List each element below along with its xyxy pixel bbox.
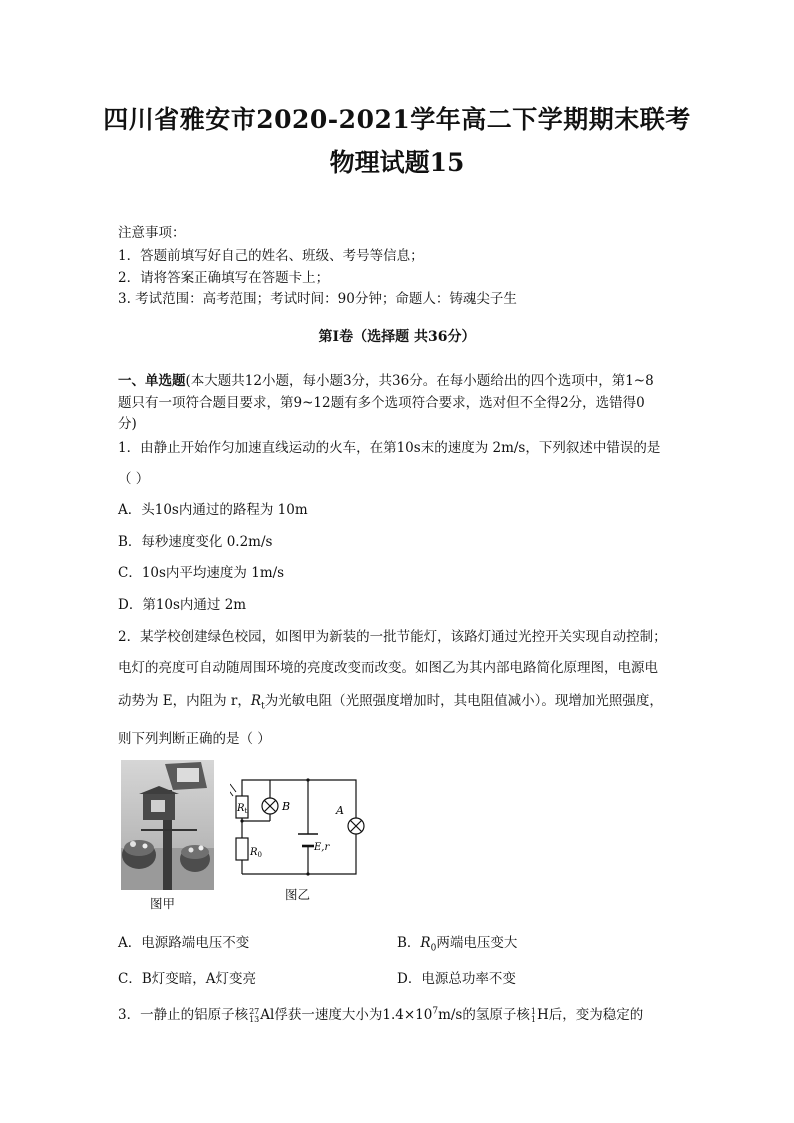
part1-desc-line-2: 题只有一项符合题目要求，第9~12题有多个选项符合要求，选对但不全得2分，选错得0	[118, 395, 645, 411]
q2-stem-line-2: 电灯的亮度可自动随周围环境的亮度改变而改变。如图乙为其内部电路简化原理图，电源电	[118, 660, 658, 676]
circuit-diagram	[230, 766, 370, 878]
h-atomic-number: 1	[530, 1014, 536, 1024]
q3-text-3: 的氢原子核	[462, 1007, 530, 1023]
speed-exponent: 7	[432, 1006, 439, 1017]
label-rt-sub: t	[244, 807, 248, 815]
part1-desc-line-3: 分)	[118, 416, 137, 432]
q3-stem-line-1	[118, 1003, 643, 1024]
h-nuclide-numbers	[531, 1008, 536, 1024]
q2-stem-line-4: 则下列判断正确的是（ ）	[118, 731, 271, 747]
h-mass-number: 1	[530, 1006, 536, 1016]
al-mass-number: 27	[249, 1006, 260, 1016]
q2-stem-line-3	[118, 689, 663, 712]
notice-heading: 注意事项：	[118, 225, 186, 241]
q1-option-d: D．第10s内通过 2m	[118, 597, 247, 613]
notice-item-3: 3. 考试范围：高考范围；考试时间：90分钟；命题人：铸魂尖子生	[118, 291, 517, 307]
caption-figure-a: 图甲	[150, 896, 176, 911]
label-er: E,r	[314, 842, 330, 853]
label-rt-main: R	[237, 803, 245, 814]
q2-option-c: C．B灯变暗，A灯变亮	[118, 971, 256, 987]
h-symbol: H	[536, 1007, 549, 1023]
al-symbol: Al	[260, 1007, 275, 1023]
caption-figure-b: 图乙	[285, 887, 311, 902]
notice-item-1: 1．答题前填写好自己的姓名、班级、考号等信息；	[118, 248, 424, 264]
q2-rt-symbol: R	[250, 693, 262, 709]
q1-option-a: A．头10s内通过的路程为 10m	[118, 502, 308, 518]
al-atomic-number: 13	[249, 1014, 260, 1024]
label-r0-main: R	[250, 847, 258, 858]
notice-item-2: 2．请将答案正确填写在答题卡上；	[118, 270, 330, 286]
q2-option-b-text: 两端电压变大	[436, 935, 518, 951]
q1-option-b: B．每秒速度变化 0.2m/s	[118, 534, 273, 550]
speed-unit: m/s	[438, 1007, 463, 1023]
q3-text-1: 3．一静止的铝原子核	[118, 1007, 249, 1023]
part1-desc-line-1	[118, 369, 654, 389]
street-lamp-photo	[121, 760, 214, 890]
q2-option-a: A．电源路端电压不变	[118, 935, 250, 951]
q3-text-2: 俘获一速度大小为	[274, 1007, 383, 1023]
label-r0	[249, 847, 262, 859]
part1-desc-a: (本大题共12小题，每小题3分，共36分。在每小题给出的四个选项中，第1~8	[185, 373, 654, 389]
q1-stem-line-1: 1．由静止开始作匀加速直线运动的火车，在第10s末的速度为 2m/s，下列叙述中错误的是	[118, 440, 661, 456]
q2-option-b-r: R	[420, 935, 431, 951]
q2-stem-c2: 为光敏电阻（光照强度增加时，其电阻值减小）。现增加光照强度，	[264, 693, 663, 709]
q2-option-b-prefix: B．	[397, 935, 421, 951]
q1-option-c: C．10s内平均速度为 1m/s	[118, 565, 285, 581]
q2-option-b	[397, 931, 517, 954]
label-a: A	[336, 804, 344, 817]
q2-stem-line-1: 2．某学校创建绿色校园，如图甲为新装的一批节能灯，该路灯通过光控开关实现自动控制；	[118, 629, 667, 645]
q1-stem-line-2: （ ）	[118, 471, 150, 487]
speed-mantissa: 1.4×10	[382, 1007, 433, 1023]
label-r0-sub: 0	[257, 851, 262, 859]
title-line-2: 物理试题15	[329, 148, 465, 177]
q3-text-4: 后，变为稳定的	[548, 1007, 644, 1023]
q2-option-d: D．电源总功率不变	[397, 971, 516, 987]
section-title: 第I卷（选择题 共36分）	[318, 329, 476, 345]
q2-option-b-sub: 0	[430, 943, 437, 954]
al-nuclide-numbers	[249, 1008, 259, 1024]
q2-rt-sub: t	[261, 701, 265, 712]
title-line-1: 四川省雅安市2020-2021学年高二下学期期末联考	[103, 105, 691, 134]
label-b: B	[282, 800, 291, 813]
part1-label: 一、单选题	[118, 373, 186, 389]
q2-stem-c1: 动势为 E，内阻为 r，	[118, 693, 251, 709]
